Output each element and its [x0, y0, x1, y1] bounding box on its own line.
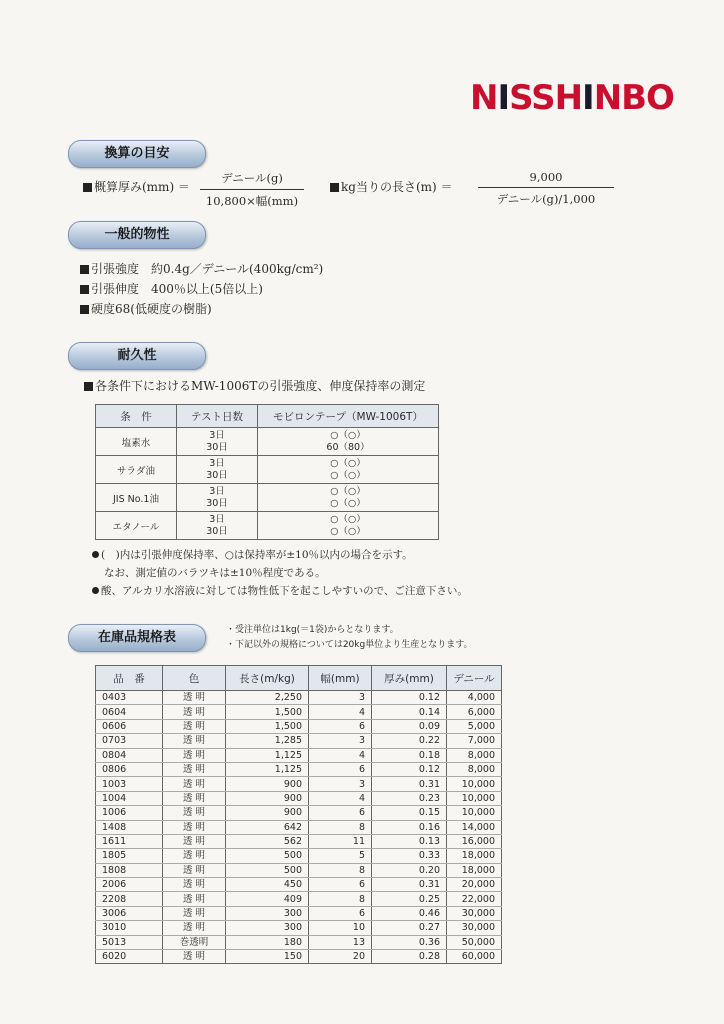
part-number-cell: 0606	[96, 719, 163, 733]
property-item: 引張強度 約0.4g／デニール(400kg/cm²)	[80, 262, 323, 276]
length-cell: 1,125	[226, 762, 309, 776]
property-item: 引張伸度 400％以上(5倍以上)	[80, 282, 263, 296]
length-cell: 409	[226, 892, 309, 906]
part-number-cell: 1004	[96, 791, 163, 805]
color-cell: 透 明	[163, 705, 226, 719]
part-number-cell: 0804	[96, 748, 163, 762]
part-number-cell: 1611	[96, 834, 163, 848]
square-bullet-icon	[80, 265, 89, 274]
color-cell: 透 明	[163, 719, 226, 733]
color-cell: 透 明	[163, 863, 226, 877]
color-cell: 透 明	[163, 906, 226, 920]
formula-length-numerator: 9,000	[478, 170, 614, 188]
formula-thickness-denominator: 10,800×幅(mm)	[205, 194, 299, 208]
table-row	[96, 777, 502, 791]
length-cell: 900	[226, 777, 309, 791]
width-cell: 6	[309, 762, 372, 776]
table-row	[96, 921, 502, 935]
nisshinbo-logo: NISSHINBO	[470, 78, 674, 118]
column-header: 品 番	[96, 666, 163, 691]
length-cell: 450	[226, 878, 309, 892]
table-row	[96, 791, 502, 805]
formula-thickness-fraction	[200, 170, 304, 209]
table-row	[96, 935, 502, 949]
thickness-cell: 0.46	[372, 906, 447, 920]
column-header: テスト日数	[177, 405, 258, 428]
table-row	[96, 950, 502, 964]
stock-note: ・受注単位は1kg(＝1袋)からとなります。	[226, 625, 399, 635]
square-bullet-icon	[330, 183, 339, 192]
table-row	[96, 863, 502, 877]
condition-cell: JIS No.1油	[96, 484, 177, 512]
table-row	[96, 762, 502, 776]
length-cell: 1,500	[226, 705, 309, 719]
color-cell: 透 明	[163, 892, 226, 906]
stock-note: ・下記以外の規格については20kg単位より生産となります。	[226, 640, 473, 650]
thickness-cell: 0.28	[372, 950, 447, 964]
width-cell: 13	[309, 935, 372, 949]
stock-table	[95, 665, 502, 964]
color-cell: 透 明	[163, 691, 226, 705]
table-row	[96, 820, 502, 834]
denier-cell: 60,000	[447, 950, 502, 964]
part-number-cell: 3006	[96, 906, 163, 920]
round-bullet-icon	[92, 551, 99, 558]
durability-note: なお、測定値のバラツキは±10％程度である。	[104, 567, 326, 579]
color-cell: 透 明	[163, 849, 226, 863]
section-heading-stock: 在庫品規格表	[68, 624, 206, 652]
thickness-cell: 0.33	[372, 849, 447, 863]
square-bullet-icon	[84, 382, 93, 391]
thickness-cell: 0.36	[372, 935, 447, 949]
length-cell: 500	[226, 863, 309, 877]
thickness-cell: 0.15	[372, 806, 447, 820]
table-row	[96, 892, 502, 906]
result-cell: ○（○） ○（○）	[258, 456, 439, 484]
table-row	[96, 878, 502, 892]
square-bullet-icon	[80, 285, 89, 294]
width-cell: 11	[309, 834, 372, 848]
column-header: 厚み(mm)	[372, 666, 447, 691]
thickness-cell: 0.20	[372, 863, 447, 877]
test-days-cell: 3日 30日	[177, 484, 258, 512]
denier-cell: 6,000	[447, 705, 502, 719]
section-heading-properties: 一般的物性	[68, 221, 206, 249]
color-cell: 透 明	[163, 762, 226, 776]
denier-cell: 50,000	[447, 935, 502, 949]
table-row	[96, 849, 502, 863]
test-days-cell: 3日 30日	[177, 512, 258, 540]
property-item: 硬度68(低硬度の樹脂)	[80, 302, 212, 316]
thickness-cell: 0.27	[372, 921, 447, 935]
part-number-cell: 3010	[96, 921, 163, 935]
thickness-cell: 0.31	[372, 878, 447, 892]
thickness-cell: 0.12	[372, 691, 447, 705]
part-number-cell: 0604	[96, 705, 163, 719]
durability-note: 酸、アルカリ水溶液に対しては物性低下を起こしやすいので、ご注意下さい。	[92, 584, 468, 598]
width-cell: 6	[309, 806, 372, 820]
durability-table	[95, 404, 439, 540]
table-row	[96, 734, 502, 748]
color-cell: 透 明	[163, 878, 226, 892]
length-cell: 500	[226, 849, 309, 863]
column-header: デニール	[447, 666, 502, 691]
width-cell: 8	[309, 863, 372, 877]
width-cell: 4	[309, 748, 372, 762]
part-number-cell: 5013	[96, 935, 163, 949]
width-cell: 6	[309, 719, 372, 733]
thickness-cell: 0.09	[372, 719, 447, 733]
denier-cell: 18,000	[447, 849, 502, 863]
width-cell: 10	[309, 921, 372, 935]
color-cell: 透 明	[163, 791, 226, 805]
thickness-cell: 0.31	[372, 777, 447, 791]
denier-cell: 20,000	[447, 878, 502, 892]
thickness-cell: 0.16	[372, 820, 447, 834]
width-cell: 4	[309, 705, 372, 719]
part-number-cell: 0806	[96, 762, 163, 776]
column-header: 長さ(m/kg)	[226, 666, 309, 691]
table-row	[96, 719, 502, 733]
table-header-row	[96, 666, 502, 691]
formula-thickness-numerator: デニール(g)	[200, 170, 304, 190]
table-row	[96, 691, 502, 705]
square-bullet-icon	[80, 305, 89, 314]
test-days-cell: 3日 30日	[177, 456, 258, 484]
denier-cell: 7,000	[447, 734, 502, 748]
column-header: 幅(mm)	[309, 666, 372, 691]
color-cell: 透 明	[163, 777, 226, 791]
color-cell: 巻透明	[163, 935, 226, 949]
length-cell: 900	[226, 806, 309, 820]
durability-intro: 各条件下におけるMW-1006Tの引張強度、伸度保持率の測定	[84, 379, 425, 393]
test-days-cell: 3日 30日	[177, 428, 258, 456]
column-header: 条 件	[96, 405, 177, 428]
section-heading-durability: 耐久性	[68, 342, 206, 370]
length-cell: 642	[226, 820, 309, 834]
length-cell: 300	[226, 921, 309, 935]
denier-cell: 14,000	[447, 820, 502, 834]
part-number-cell: 1408	[96, 820, 163, 834]
length-cell: 1,125	[226, 748, 309, 762]
denier-cell: 10,000	[447, 777, 502, 791]
formula-thickness-label: 概算厚み(mm) ＝	[83, 180, 190, 194]
denier-cell: 10,000	[447, 806, 502, 820]
color-cell: 透 明	[163, 734, 226, 748]
result-cell: ○（○） ○（○）	[258, 512, 439, 540]
denier-cell: 22,000	[447, 892, 502, 906]
width-cell: 8	[309, 820, 372, 834]
denier-cell: 8,000	[447, 748, 502, 762]
color-cell: 透 明	[163, 834, 226, 848]
table-row	[96, 512, 439, 540]
denier-cell: 16,000	[447, 834, 502, 848]
length-cell: 1,285	[226, 734, 309, 748]
length-cell: 150	[226, 950, 309, 964]
part-number-cell: 2006	[96, 878, 163, 892]
condition-cell: 塩素水	[96, 428, 177, 456]
table-row	[96, 906, 502, 920]
width-cell: 20	[309, 950, 372, 964]
thickness-cell: 0.22	[372, 734, 447, 748]
table-row	[96, 748, 502, 762]
thickness-cell: 0.25	[372, 892, 447, 906]
denier-cell: 30,000	[447, 921, 502, 935]
result-cell: ○（○） ○（○）	[258, 484, 439, 512]
part-number-cell: 2208	[96, 892, 163, 906]
part-number-cell: 1003	[96, 777, 163, 791]
width-cell: 3	[309, 777, 372, 791]
table-row	[96, 428, 439, 456]
round-bullet-icon	[92, 587, 99, 594]
column-header: モビロンテープ（MW-1006T）	[258, 405, 439, 428]
color-cell: 透 明	[163, 806, 226, 820]
table-header-row	[96, 405, 439, 428]
table-row	[96, 484, 439, 512]
thickness-cell: 0.18	[372, 748, 447, 762]
width-cell: 6	[309, 906, 372, 920]
table-row	[96, 834, 502, 848]
part-number-cell: 0703	[96, 734, 163, 748]
column-header: 色	[163, 666, 226, 691]
durability-note: ( )内は引張伸度保持率、○は保持率が±10％以内の場合を示す。	[92, 548, 413, 562]
length-cell: 562	[226, 834, 309, 848]
color-cell: 透 明	[163, 950, 226, 964]
table-row	[96, 806, 502, 820]
part-number-cell: 0403	[96, 691, 163, 705]
denier-cell: 18,000	[447, 863, 502, 877]
denier-cell: 30,000	[447, 906, 502, 920]
denier-cell: 8,000	[447, 762, 502, 776]
table-row	[96, 705, 502, 719]
condition-cell: エタノール	[96, 512, 177, 540]
denier-cell: 4,000	[447, 691, 502, 705]
length-cell: 900	[226, 791, 309, 805]
denier-cell: 10,000	[447, 791, 502, 805]
formula-length-fraction	[478, 170, 614, 207]
thickness-cell: 0.14	[372, 705, 447, 719]
width-cell: 4	[309, 791, 372, 805]
width-cell: 6	[309, 878, 372, 892]
width-cell: 3	[309, 734, 372, 748]
denier-cell: 5,000	[447, 719, 502, 733]
part-number-cell: 1808	[96, 863, 163, 877]
color-cell: 透 明	[163, 748, 226, 762]
length-cell: 2,250	[226, 691, 309, 705]
length-cell: 300	[226, 906, 309, 920]
part-number-cell: 1006	[96, 806, 163, 820]
width-cell: 3	[309, 691, 372, 705]
table-row	[96, 456, 439, 484]
square-bullet-icon	[83, 183, 92, 192]
color-cell: 透 明	[163, 921, 226, 935]
formula-length-label: kg当りの長さ(m) ＝	[330, 180, 453, 194]
thickness-cell: 0.12	[372, 762, 447, 776]
thickness-cell: 0.23	[372, 791, 447, 805]
width-cell: 8	[309, 892, 372, 906]
length-cell: 180	[226, 935, 309, 949]
thickness-cell: 0.13	[372, 834, 447, 848]
color-cell: 透 明	[163, 820, 226, 834]
result-cell: ○（○） 60（80）	[258, 428, 439, 456]
length-cell: 1,500	[226, 719, 309, 733]
section-heading-conversion: 換算の目安	[68, 140, 206, 168]
formula-length-denominator: デニール(g)/1,000	[496, 192, 596, 206]
condition-cell: サラダ油	[96, 456, 177, 484]
width-cell: 5	[309, 849, 372, 863]
part-number-cell: 1805	[96, 849, 163, 863]
part-number-cell: 6020	[96, 950, 163, 964]
